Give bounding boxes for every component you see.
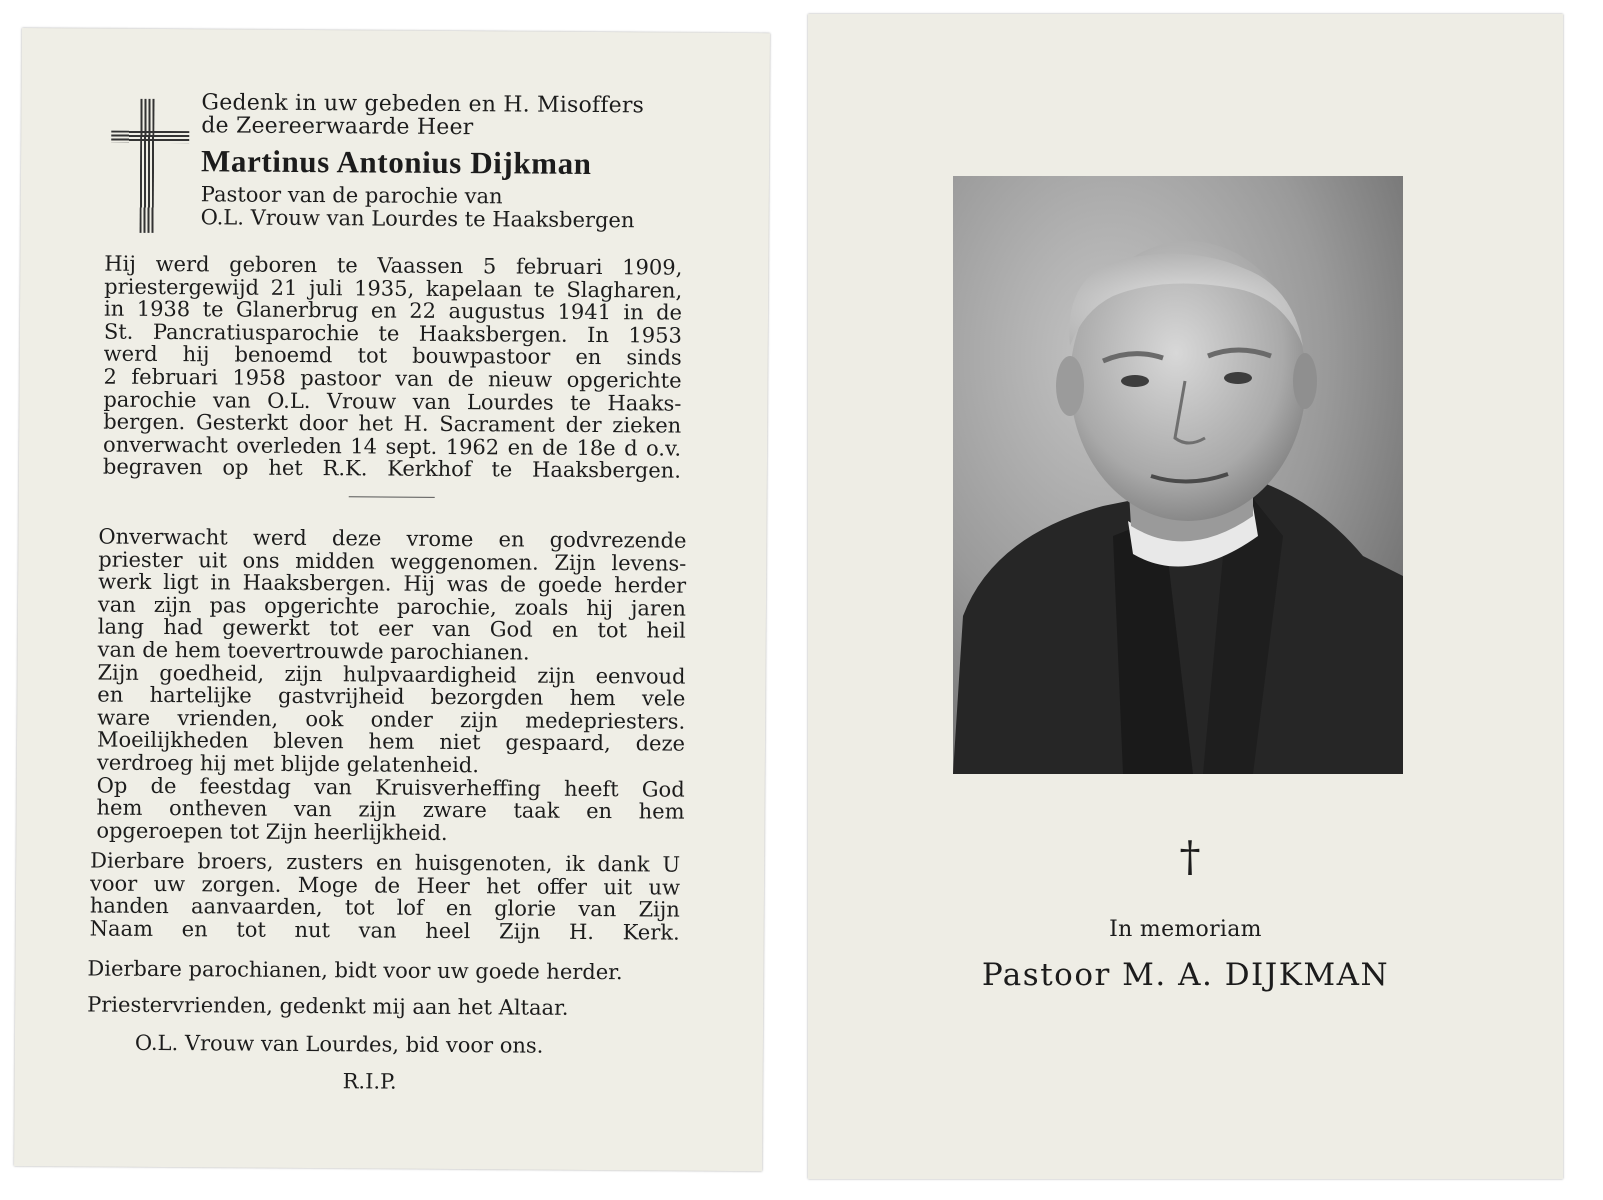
- text-line: Zijn goedheid, zijn hulpvaardigheid zijn eenvoud: [97, 660, 686, 689]
- tribute-paragraph: [96, 526, 686, 846]
- text-line: priester uit ons midden weggenomen. Zijn levens-: [98, 547, 687, 576]
- role-line: O.L. Vrouw van Lourdes te Haaksbergen: [200, 205, 635, 233]
- text-line: verdroeg hij met blijde gelatenheid.: [96, 750, 480, 778]
- text-line: Hij werd geboren te Vaassen 5 februari 1909,: [104, 251, 683, 280]
- text-line: Moeilijkheden bleven hem niet gespaard, deze: [96, 727, 686, 756]
- divider: [349, 496, 435, 498]
- priest-call: Priestervrienden, gedenkt mij aan het Altaar.: [87, 992, 569, 1020]
- memorial-card-portrait-side: [808, 14, 1563, 1179]
- text-line: Op de feestdag van Kruisverheffing heeft God: [96, 773, 685, 802]
- dagger-cross-icon: †: [1179, 832, 1201, 881]
- text-line: werk ligt in Haaksbergen. Hij was de goede herder: [98, 569, 687, 598]
- text-line: St. Pancratiusparochie te Haaksbergen. In 1953: [103, 319, 682, 348]
- deceased-name: Martinus Antonius Dijkman: [200, 143, 592, 181]
- parish-call: Dierbare parochianen, bidt voor uw goede herder.: [87, 956, 623, 985]
- text-line: werd hij benoemd tot bouwpastoor en sinds: [103, 341, 682, 370]
- cross-icon: [111, 99, 190, 234]
- intro-line: de Zeereerwaarde Heer: [201, 113, 474, 141]
- text-line: begraven op het R.K. Kerkhof te Haaksbergen.: [102, 454, 682, 483]
- text-line: bergen. Gesterkt door het H. Sacrament der zieken: [103, 409, 682, 438]
- card-header: [201, 91, 702, 232]
- rip-line: R.I.P.: [342, 1069, 397, 1094]
- intro-line: Gedenk in uw gebeden en H. Misoffers: [201, 90, 645, 119]
- text-line: Dierbare broers, zusters en huisgenoten, ik dank U: [90, 848, 681, 877]
- biography-paragraph: [103, 253, 683, 483]
- in-memoriam-caption: In memoriam: [1109, 917, 1262, 942]
- portrait-photo: [953, 176, 1403, 774]
- text-line: opgeroepen tot Zijn heerlijkheid.: [96, 818, 448, 845]
- text-line: hem ontheven van zijn zware taak en hem: [96, 795, 685, 824]
- text-line: Onverwacht werd deze vrome en godvrezende: [98, 524, 687, 553]
- text-line: voor uw zorgen. Moge de Heer het offer uit uw: [89, 871, 681, 900]
- prayer-line: O.L. Vrouw van Lourdes, bid voor ons.: [134, 1030, 544, 1058]
- text-line: van zijn pas opgerichte parochie, zoals hij jaren: [97, 592, 687, 621]
- text-line: in 1938 te Glanerbrug en 22 augustus 1941 in de: [103, 296, 683, 325]
- pastor-name: Pastoor M. A. DIJKMAN: [981, 957, 1390, 993]
- text-line: priestergewijd 21 juli 1935, kapelaan te Slagharen,: [104, 274, 683, 303]
- text-line: Naam en tot nut van heel Zijn H. Kerk.: [89, 916, 680, 945]
- text-line: parochie van O.L. Vrouw van Lourdes te Haaks-: [103, 387, 682, 416]
- text-line: 2 februari 1958 pastoor van de nieuw opgerichte: [103, 364, 682, 393]
- text-line: en hartelijke gastvrijheid bezorgden hem vele: [97, 682, 686, 711]
- text-line: lang had gewerkt tot eer van God en tot heil: [97, 614, 686, 644]
- memorial-card-text-side: [14, 28, 770, 1171]
- text-line: ware vrienden, ook onder zijn medepriesters.: [97, 705, 686, 734]
- thanks-paragraph: [90, 849, 681, 943]
- text-line: onverwacht overleden 14 sept. 1962 en de 18e d o.v.: [103, 432, 682, 461]
- role-line: Pastoor van de parochie van: [200, 182, 503, 209]
- text-line: handen aanvaarden, tot lof en glorie van Zijn: [89, 893, 680, 922]
- text-line: van de hem toevertrouwde parochianen.: [97, 637, 530, 665]
